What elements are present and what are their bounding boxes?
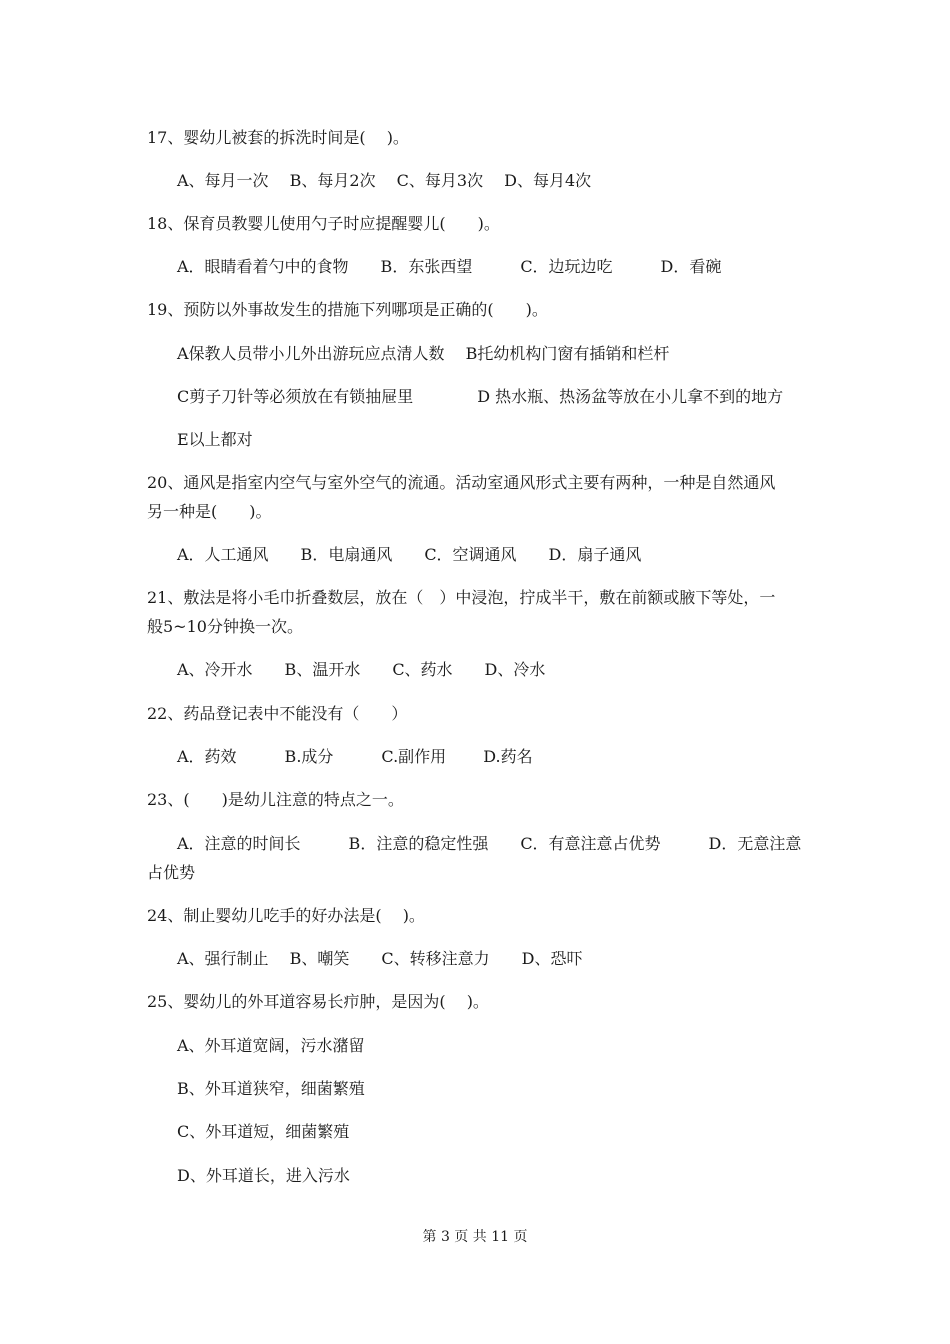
question-23-options-line2: 占优势	[147, 863, 196, 882]
question-25-option-d: D、外耳道长，进入污水	[177, 1166, 350, 1185]
question-23-options-line1: A．注意的时间长 B．注意的稳定性强 C．有意注意占优势 D．无意注意	[177, 834, 802, 853]
question-25-option-c: C、外耳道短，细菌繁殖	[177, 1122, 350, 1141]
question-20-stem-line2: 另一种是( )。	[147, 502, 272, 521]
question-21-stem-line1: 21、敷法是将小毛巾折叠数层，放在（ ）中浸泡，拧成半干，敷在前额或腋下等处，一	[147, 588, 776, 607]
question-17-stem: 17、婴幼儿被套的拆洗时间是( )。	[147, 128, 409, 147]
question-19-options-ab: A保教人员带小儿外出游玩应点清人数 B托幼机构门窗有插销和栏杆	[177, 344, 670, 363]
question-18-stem: 18、保育员教婴儿使用勺子时应提醒婴儿( )。	[147, 214, 500, 233]
question-24-stem: 24、制止婴幼儿吃手的好办法是( )。	[147, 906, 425, 925]
question-21-options: A、冷开水 B、温开水 C、药水 D、冷水	[177, 660, 546, 679]
question-19-stem: 19、预防以外事故发生的措施下列哪项是正确的( )。	[147, 300, 548, 319]
question-18-options: A．眼睛看着勺中的食物 B．东张西望 C．边玩边吃 D．看碗	[177, 257, 722, 276]
question-22-stem: 22、药品登记表中不能没有（ ）	[147, 704, 408, 723]
question-22-options: A．药效 B.成分 C.副作用 D.药名	[177, 747, 533, 766]
question-17-options: A、每月一次 B、每月2次 C、每月3次 D、每月4次	[177, 171, 592, 190]
question-23-stem: 23、( )是幼儿注意的特点之一。	[147, 790, 404, 809]
question-20-options: A．人工通风 B．电扇通风 C．空调通风 D．扇子通风	[177, 545, 642, 564]
question-25-option-a: A、外耳道宽阔，污水潴留	[177, 1036, 365, 1055]
question-25-option-b: B、外耳道狭窄，细菌繁殖	[177, 1079, 365, 1098]
page-number-footer: 第 3 页 共 11 页	[422, 1229, 528, 1245]
question-25-stem: 25、婴幼儿的外耳道容易长疖肿，是因为( )。	[147, 992, 489, 1011]
question-19-options-cd: C剪子刀针等必须放在有锁抽屉里 D 热水瓶、热汤盆等放在小儿拿不到的地方	[177, 387, 784, 406]
question-24-options: A、强行制止 B、嘲笑 C、转移注意力 D、恐吓	[177, 949, 583, 968]
question-20-stem-line1: 20、通风是指室内空气与室外空气的流通。活动室通风形式主要有两种，一种是自然通风	[147, 473, 776, 492]
question-21-stem-line2: 般5~10分钟换一次。	[147, 617, 303, 636]
question-19-option-e: E以上都对	[177, 430, 253, 449]
